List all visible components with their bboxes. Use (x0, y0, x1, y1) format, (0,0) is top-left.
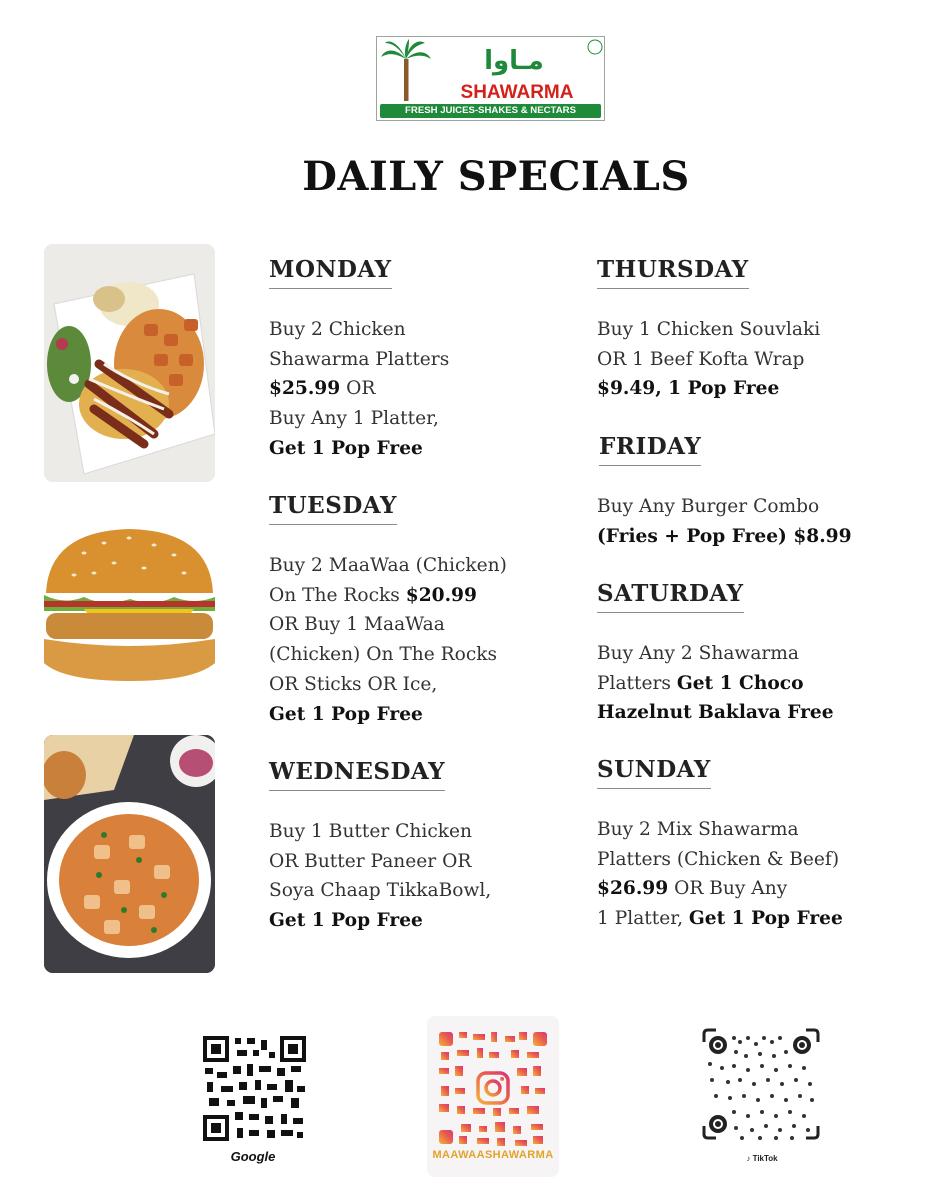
special-price: $20.99 (405, 584, 477, 606)
special-description (597, 315, 820, 404)
special-line (269, 700, 507, 730)
day-heading: SATURDAY (597, 580, 744, 613)
day-heading: SUNDAY (597, 756, 711, 789)
special-offer: $9.49, 1 Pop Free (597, 378, 780, 400)
special-text: OR (340, 378, 376, 400)
special-offer: Get 1 Pop Free (688, 908, 843, 930)
special-line (597, 669, 834, 699)
thursday-special (597, 256, 820, 404)
special-description (269, 817, 491, 936)
special-line: OR Butter Paneer OR (269, 850, 472, 872)
special-line: Buy Any 1 Platter, (269, 408, 439, 430)
special-offer: Hazelnut Baklava Free (597, 702, 834, 724)
special-line (597, 522, 852, 552)
special-offer: Get 1 Pop Free (269, 910, 423, 932)
day-heading: TUESDAY (269, 492, 397, 525)
special-line: Platters (Chicken & Beef) (597, 848, 840, 870)
special-line: (Chicken) On The Rocks (269, 644, 498, 666)
page-title: DAILY SPECIALS (302, 153, 690, 200)
special-line: Buy 1 Chicken Souvlaki (597, 319, 821, 340)
special-text: 1 Platter, (597, 908, 689, 930)
shawarma-platter-photo (44, 244, 215, 482)
logo-name: SHAWARMA (460, 82, 574, 103)
day-heading: MONDAY (269, 256, 392, 289)
special-offer: Get 1 Pop Free (269, 437, 423, 459)
google-label: Google (230, 1149, 276, 1164)
day-heading: FRIDAY (599, 433, 701, 466)
special-line (597, 374, 820, 404)
tuesday-special (269, 492, 507, 729)
special-line (269, 434, 449, 464)
special-line: Buy Any Burger Combo (597, 496, 820, 517)
special-line: Buy 2 Chicken (269, 319, 406, 340)
day-heading: WEDNESDAY (269, 758, 445, 791)
google-qr-code[interactable] (203, 1036, 306, 1141)
special-text: Platters (597, 672, 677, 694)
special-line (269, 906, 491, 936)
special-line: Buy 1 Butter Chicken (269, 821, 472, 842)
special-line: Shawarma Platters (269, 348, 450, 370)
special-line: OR 1 Beef Kofta Wrap (597, 348, 805, 370)
wednesday-special (269, 758, 491, 936)
special-offer: Get 1 Choco (676, 672, 804, 694)
day-heading: THURSDAY (597, 256, 749, 289)
special-price: $25.99 (269, 378, 341, 400)
special-line: Buy 2 MaaWaa (Chicken) (269, 555, 507, 576)
special-line (597, 698, 834, 728)
special-description (597, 639, 834, 728)
special-line: OR Sticks OR Ice, (269, 673, 438, 695)
saturday-special (597, 580, 834, 728)
friday-special (599, 433, 852, 551)
special-line (597, 904, 843, 934)
special-line (597, 874, 843, 904)
special-line (269, 581, 507, 611)
special-description (269, 315, 449, 464)
tiktok-label: ♪ TikTok (746, 1154, 778, 1163)
special-line: Buy 2 Mix Shawarma (597, 819, 799, 840)
special-text: On The Rocks (269, 584, 406, 606)
special-description (269, 551, 507, 729)
special-description (597, 815, 843, 934)
special-description (597, 492, 852, 551)
special-price: $26.99 (597, 878, 669, 900)
special-offer: (Fries + Pop Free) $8.99 (597, 525, 852, 547)
brand-logo (376, 36, 605, 121)
qr-code-icon (203, 1036, 306, 1141)
burger-photo (44, 513, 215, 699)
logo-tagline: FRESH JUICES-SHAKES & NECTARS (380, 104, 601, 118)
special-line: Buy Any 2 Shawarma (597, 643, 800, 664)
special-line (269, 374, 449, 404)
special-offer: Get 1 Pop Free (269, 703, 423, 725)
special-text: OR Buy Any (668, 878, 788, 900)
special-line: OR Buy 1 MaaWaa (269, 614, 445, 636)
special-line: Soya Chaap TikkaBowl, (269, 880, 492, 902)
logo-script-text: مـاوا (484, 46, 544, 76)
instagram-handle: MAAWAASHAWARMA (432, 1149, 554, 1161)
monday-special (269, 256, 449, 464)
sunday-special (597, 756, 843, 934)
butter-chicken-bowl-photo (44, 735, 215, 973)
